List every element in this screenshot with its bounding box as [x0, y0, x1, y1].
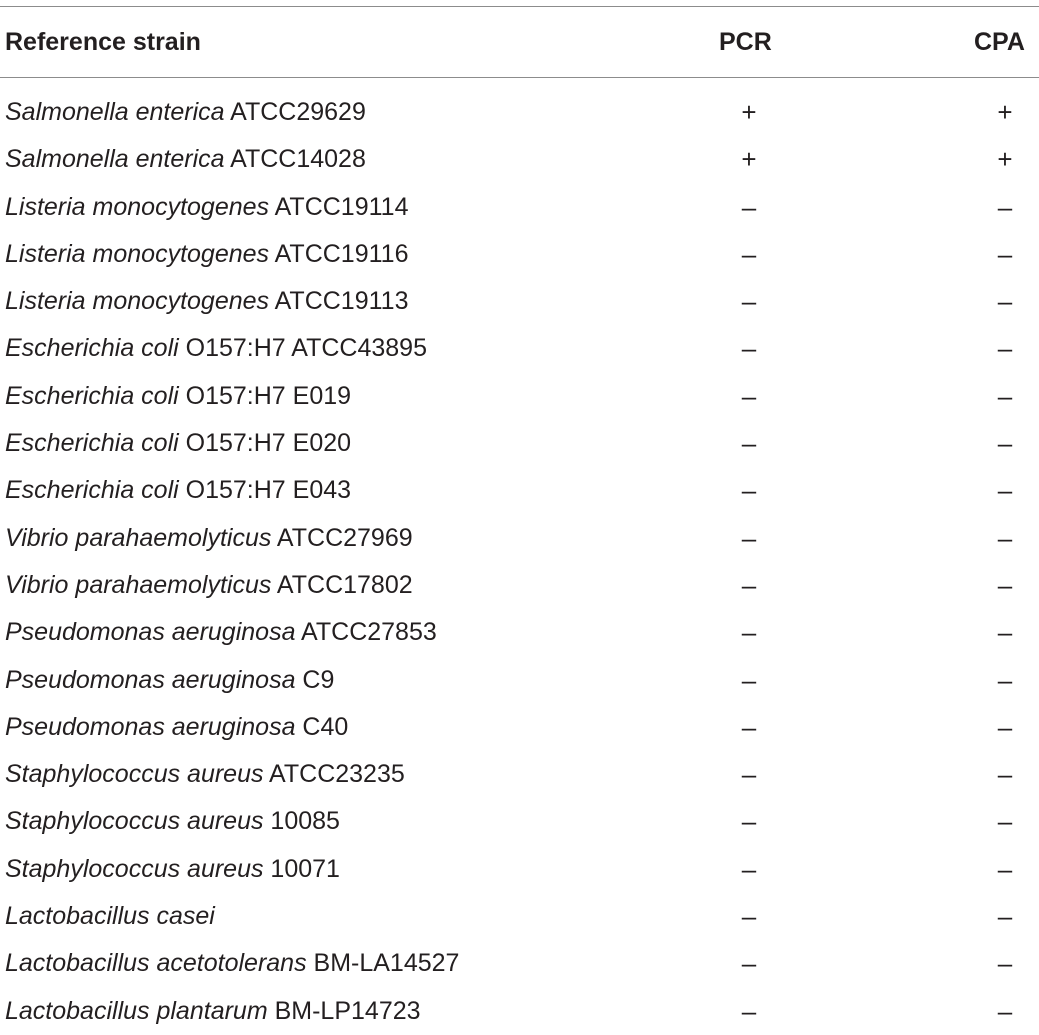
species-name: Escherichia coli [5, 476, 179, 505]
pcr-result: – [741, 522, 757, 553]
cpa-result: – [997, 569, 1013, 600]
cpa-result: – [997, 191, 1013, 222]
strain-cell [5, 893, 215, 940]
table-header-row [0, 22, 1039, 62]
cpa-result: + [997, 97, 1013, 127]
species-name: Pseudomonas aeruginosa [5, 665, 296, 694]
strain-id: ATCC23235 [263, 760, 405, 789]
table-top-rule [0, 6, 1039, 7]
table-row [0, 89, 1039, 136]
strain-id: ATCC19114 [269, 192, 409, 221]
strain-cell [5, 846, 340, 893]
table-row [0, 609, 1039, 656]
cpa-result: – [997, 380, 1013, 411]
species-name: Listeria monocytogenes [5, 239, 270, 268]
strain-id: ATCC17802 [271, 570, 413, 599]
table-header-rule [0, 77, 1039, 78]
strain-id: O157:H7 ATCC43895 [178, 334, 427, 363]
species-name: Salmonella enterica [5, 98, 225, 126]
cpa-result: – [997, 475, 1013, 506]
pcr-result: – [741, 380, 757, 411]
strain-id: ATCC19116 [269, 239, 409, 268]
header-cpa: CPA [974, 28, 1025, 56]
table-row [0, 988, 1039, 1035]
pcr-result: – [741, 428, 757, 459]
strain-cell [5, 562, 413, 609]
header-pcr: PCR [719, 28, 772, 56]
strain-cell [5, 231, 408, 278]
cpa-result: – [997, 901, 1013, 932]
species-name: Listeria monocytogenes [5, 192, 270, 221]
table-row [0, 184, 1039, 231]
strain-cell [5, 89, 366, 136]
species-name: Staphylococcus aureus [5, 760, 264, 789]
strain-cell [5, 704, 348, 751]
strain-id: BM-LP14723 [267, 996, 421, 1025]
strain-id: C9 [295, 665, 335, 694]
strain-cell [5, 940, 459, 987]
strain-cell [5, 988, 421, 1035]
pcr-result: – [741, 948, 757, 979]
species-name: Staphylococcus aureus [5, 807, 264, 836]
cpa-result: – [997, 853, 1013, 884]
pcr-result: – [741, 333, 757, 364]
table-row [0, 893, 1039, 940]
table-row [0, 136, 1039, 183]
species-name: Staphylococcus aureus [5, 854, 264, 883]
table-row [0, 515, 1039, 562]
table-row [0, 420, 1039, 467]
species-name: Vibrio parahaemolyticus [5, 523, 272, 552]
cpa-result: – [997, 617, 1013, 648]
strain-id: 10071 [263, 854, 340, 883]
pcr-result: – [741, 664, 757, 695]
table-row [0, 373, 1039, 420]
species-name: Vibrio parahaemolyticus [5, 570, 272, 599]
strain-cell [5, 278, 408, 325]
strain-id: ATCC14028 [224, 145, 366, 174]
species-name: Salmonella enterica [5, 145, 225, 174]
table-row [0, 846, 1039, 893]
strain-cell [5, 373, 351, 420]
strain-cell [5, 515, 413, 562]
strain-id: O157:H7 E019 [178, 381, 352, 410]
header-reference-strain: Reference strain [5, 28, 201, 56]
pcr-result: + [741, 144, 757, 175]
table-row [0, 325, 1039, 372]
table-body [0, 89, 1039, 1035]
strain-cell [5, 798, 340, 845]
strain-id: ATCC27969 [271, 523, 413, 552]
strain-id: O157:H7 E043 [178, 476, 352, 505]
strain-cell [5, 609, 437, 656]
strain-id: BM-LA14527 [306, 949, 460, 978]
pcr-result: – [741, 759, 757, 790]
cpa-result: – [997, 428, 1013, 459]
strain-id: ATCC29629 [224, 98, 366, 126]
pcr-result: – [741, 995, 757, 1026]
table-row [0, 657, 1039, 704]
species-name: Lactobacillus acetotolerans [5, 949, 307, 978]
pcr-result: – [741, 853, 757, 884]
table-row [0, 278, 1039, 325]
species-name: Pseudomonas aeruginosa [5, 712, 296, 741]
table-row [0, 940, 1039, 987]
table-row [0, 704, 1039, 751]
strain-cell [5, 657, 334, 704]
cpa-result: – [997, 948, 1013, 979]
pcr-result: – [741, 238, 757, 269]
cpa-result: – [997, 522, 1013, 553]
strain-cell [5, 136, 366, 183]
cpa-result: – [997, 664, 1013, 695]
cpa-result: + [997, 144, 1013, 175]
species-name: Lactobacillus plantarum [5, 996, 268, 1025]
strain-id: C40 [295, 712, 349, 741]
cpa-result: – [997, 806, 1013, 837]
table-row [0, 231, 1039, 278]
cpa-result: – [997, 286, 1013, 317]
pcr-result: – [741, 191, 757, 222]
cpa-result: – [997, 995, 1013, 1026]
species-name: Escherichia coli [5, 334, 179, 363]
strain-cell [5, 467, 351, 514]
strain-cell [5, 420, 351, 467]
pcr-result: – [741, 901, 757, 932]
strain-id: ATCC27853 [295, 618, 437, 647]
cpa-result: – [997, 333, 1013, 364]
species-name: Listeria monocytogenes [5, 287, 270, 316]
table-row [0, 562, 1039, 609]
pcr-result: + [741, 97, 757, 127]
table-row [0, 798, 1039, 845]
species-name: Escherichia coli [5, 429, 179, 458]
pcr-result: – [741, 617, 757, 648]
pcr-result: – [741, 569, 757, 600]
pcr-result: – [741, 711, 757, 742]
cpa-result: – [997, 711, 1013, 742]
species-name: Escherichia coli [5, 381, 179, 410]
strain-id: ATCC19113 [269, 287, 409, 316]
pcr-result: – [741, 286, 757, 317]
cpa-result: – [997, 238, 1013, 269]
strain-cell [5, 325, 427, 372]
cpa-result: – [997, 759, 1013, 790]
pcr-result: – [741, 475, 757, 506]
strain-id: O157:H7 E020 [178, 429, 352, 458]
strain-id: 10085 [263, 807, 340, 836]
strain-cell [5, 751, 405, 798]
strain-cell [5, 184, 408, 231]
species-name: Pseudomonas aeruginosa [5, 618, 296, 647]
table-row [0, 751, 1039, 798]
pcr-result: – [741, 806, 757, 837]
species-name: Lactobacillus casei [5, 902, 215, 931]
table-row [0, 467, 1039, 514]
